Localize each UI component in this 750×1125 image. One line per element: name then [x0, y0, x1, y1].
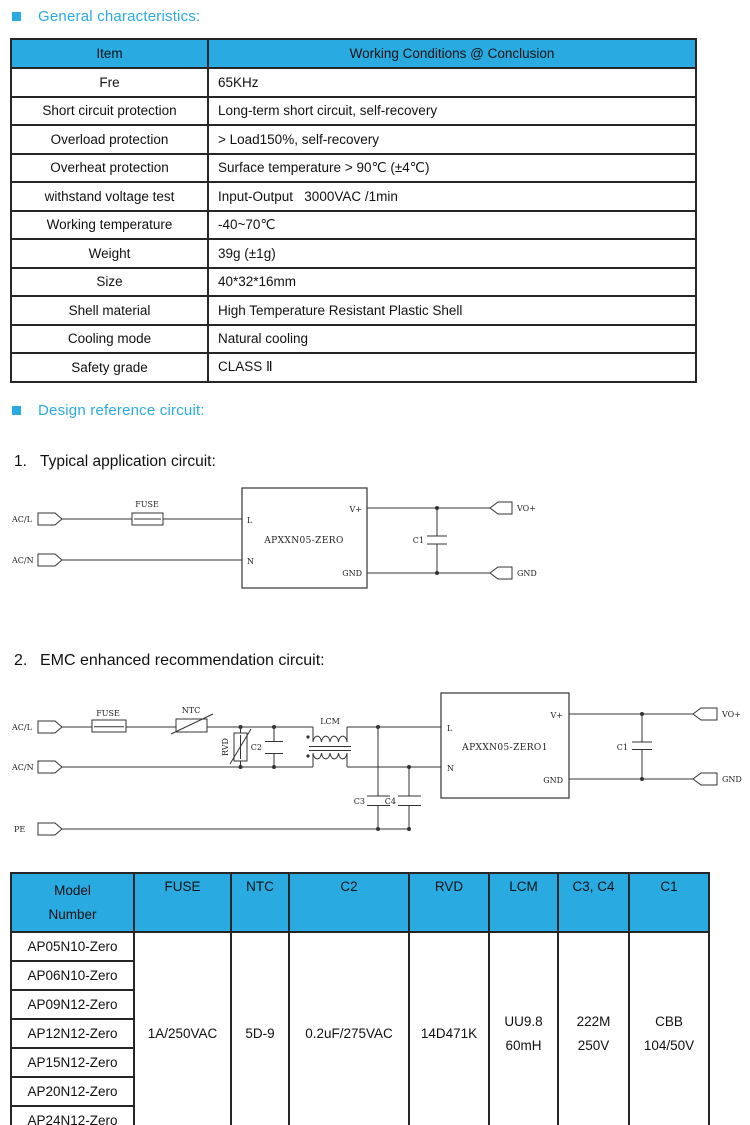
- rvd-value: 14D471K: [409, 932, 489, 1125]
- section-title: General characteristics:: [38, 8, 201, 25]
- row-label: Cooling mode: [11, 325, 208, 354]
- junction-dot: [376, 725, 380, 729]
- fuse-symbol: [92, 720, 126, 732]
- col-header-fuse: FUSE: [134, 873, 231, 932]
- fuse-label: FUSE: [135, 500, 159, 509]
- subsection-number: 2.: [14, 652, 28, 669]
- col-header-c2: C2: [289, 873, 409, 932]
- section-title: Design reference circuit:: [38, 402, 205, 419]
- acn-label: AC/N: [12, 556, 34, 565]
- subsection-title: EMC enhanced recommendation circuit:: [40, 652, 325, 669]
- row-label: Size: [11, 268, 208, 297]
- pin-l-label: L: [247, 516, 253, 525]
- subsection-number: 1.: [14, 453, 27, 470]
- rvd-label: RVD: [221, 738, 230, 756]
- model-cell: AP06N10-Zero: [11, 961, 134, 990]
- col-header-lcm: LCM: [489, 873, 558, 932]
- vo-label: VO+: [722, 710, 741, 719]
- c3c4-value: 222M 250V: [558, 932, 629, 1125]
- lcm-top-winding: [313, 727, 347, 742]
- capacitor-c3: [367, 727, 390, 829]
- chip-label: APXXN05-ZERO1: [462, 743, 548, 753]
- junction-dot: [376, 827, 380, 831]
- section-general-characteristics: [12, 8, 200, 25]
- capacitor-c1: [427, 508, 447, 573]
- acl-label: AC/L: [12, 723, 32, 732]
- gnd-terminal-icon: [693, 773, 717, 785]
- characteristics-table: [10, 38, 697, 383]
- pin-n-label: N: [247, 557, 254, 566]
- capacitor-c1: [632, 714, 652, 779]
- table-row: [11, 154, 696, 183]
- c1-label: C1: [412, 536, 424, 545]
- lcm-value: UU9.8 60mH: [489, 932, 558, 1125]
- model-cell: AP15N12-Zero: [11, 1048, 134, 1077]
- junction-dot: [640, 777, 644, 781]
- pin-gnd-label: GND: [543, 776, 563, 785]
- c3-label: C3: [353, 797, 365, 806]
- fuse-label: FUSE: [96, 709, 120, 718]
- col-header-conditions: Working Conditions @ Conclusion: [208, 39, 696, 68]
- subsection-title: Typical application circuit:: [40, 453, 216, 470]
- vo-label: VO+: [517, 504, 536, 513]
- c1-label: C1: [616, 743, 628, 752]
- col-header-c3c4: C3, C4: [558, 873, 629, 932]
- c1-value: CBB 104/50V: [629, 932, 709, 1125]
- vo-terminal-icon: [490, 502, 512, 514]
- row-value: Long-term short circuit, self-recovery: [208, 97, 696, 126]
- row-value: 39g (±1g): [208, 239, 696, 268]
- pin-vplus-label: V+: [349, 505, 362, 514]
- model-cell: AP09N12-Zero: [11, 990, 134, 1019]
- acn-terminal-icon: [38, 554, 62, 566]
- ntc-label: NTC: [181, 706, 201, 715]
- gnd-terminal-icon: [490, 567, 512, 579]
- row-label: Overload protection: [11, 125, 208, 154]
- model-cell: AP12N12-Zero: [11, 1019, 134, 1048]
- table-row: [11, 68, 696, 97]
- row-label: Weight: [11, 239, 208, 268]
- pin-gnd-label: GND: [342, 569, 362, 578]
- square-bullet-icon: [12, 12, 21, 21]
- acl-terminal-icon: [38, 721, 62, 733]
- table-row: [11, 268, 696, 297]
- junction-dot: [239, 725, 243, 729]
- row-value: -40~70℃: [208, 211, 696, 240]
- square-bullet-icon: [12, 406, 21, 415]
- junction-dot: [272, 725, 276, 729]
- subsection-typical-circuit: [14, 453, 216, 471]
- c2-label: C2: [250, 743, 262, 752]
- gnd-out-label: GND: [722, 775, 742, 784]
- row-label: Overheat protection: [11, 154, 208, 183]
- acn-label: AC/N: [12, 763, 34, 772]
- row-value: High Temperature Resistant Plastic Shell: [208, 296, 696, 325]
- lcm-core: [309, 747, 351, 751]
- fuse-value: 1A/250VAC: [134, 932, 231, 1125]
- row-value: Natural cooling: [208, 325, 696, 354]
- row-value: > Load150%, self-recovery: [208, 125, 696, 154]
- table-row: [11, 353, 696, 382]
- acl-terminal-icon: [38, 513, 62, 525]
- emc-enhanced-circuit-diagram: [0, 685, 750, 850]
- row-label: Working temperature: [11, 211, 208, 240]
- row-label: withstand voltage test: [11, 182, 208, 211]
- junction-dot: [407, 827, 411, 831]
- col-header-ntc: NTC: [231, 873, 289, 932]
- junction-dot: [239, 765, 243, 769]
- row-value: Surface temperature > 90℃ (±4℃): [208, 154, 696, 183]
- row-label: Short circuit protection: [11, 97, 208, 126]
- row-value: CLASS Ⅱ: [208, 353, 696, 382]
- junction-dot: [640, 712, 644, 716]
- ntc-value: 5D-9: [231, 932, 289, 1125]
- model-cell: AP20N12-Zero: [11, 1077, 134, 1106]
- junction-dot: [407, 765, 411, 769]
- table-row: [11, 211, 696, 240]
- vo-terminal-icon: [693, 708, 717, 720]
- col-header-item: Item: [11, 39, 208, 68]
- pe-terminal-icon: [38, 823, 62, 835]
- row-value: 65KHz: [208, 68, 696, 97]
- polarity-dot: [306, 735, 309, 738]
- table-row: [11, 182, 696, 211]
- lcm-bottom-winding: [313, 753, 347, 767]
- table-row: [11, 325, 696, 354]
- polarity-dot: [306, 754, 309, 757]
- c4-label: C4: [384, 797, 396, 806]
- lcm-label: LCM: [320, 717, 340, 726]
- junction-dot: [435, 571, 439, 575]
- capacitor-c4: [398, 767, 421, 829]
- table-row: [11, 932, 709, 961]
- section-design-reference: [12, 402, 205, 419]
- row-label: Shell material: [11, 296, 208, 325]
- model-cell: AP05N10-Zero: [11, 932, 134, 961]
- table-row: [11, 97, 696, 126]
- junction-dot: [435, 506, 439, 510]
- typical-application-circuit-diagram: [0, 485, 750, 595]
- col-header-model: Model Number: [11, 873, 134, 932]
- table-row: [11, 296, 696, 325]
- row-label: Fre: [11, 68, 208, 97]
- subsection-emc-circuit: [14, 652, 325, 670]
- table-row: [11, 239, 696, 268]
- row-label: Safety grade: [11, 353, 208, 382]
- acn-terminal-icon: [38, 761, 62, 773]
- pin-vplus-label: V+: [550, 711, 563, 720]
- table-row: [11, 125, 696, 154]
- acl-label: AC/L: [12, 515, 32, 524]
- junction-dot: [272, 765, 276, 769]
- table-header-row: [11, 873, 709, 932]
- gnd-out-label: GND: [517, 569, 537, 578]
- col-header-rvd: RVD: [409, 873, 489, 932]
- pin-n-label: N: [447, 764, 454, 773]
- capacitor-c2: [265, 727, 283, 767]
- model-cell: AP24N12-Zero: [11, 1106, 134, 1125]
- table-header-row: [11, 39, 696, 68]
- model-components-table: [10, 872, 710, 1125]
- ntc-symbol: [176, 719, 207, 732]
- c2-value: 0.2uF/275VAC: [289, 932, 409, 1125]
- col-header-c1: C1: [629, 873, 709, 932]
- pe-label: PE: [14, 825, 26, 834]
- pin-l-label: L: [447, 724, 453, 733]
- row-value: Input-Output 3000VAC /1min: [208, 182, 696, 211]
- chip-label: APXXN05-ZERO: [264, 536, 344, 546]
- row-value: 40*32*16mm: [208, 268, 696, 297]
